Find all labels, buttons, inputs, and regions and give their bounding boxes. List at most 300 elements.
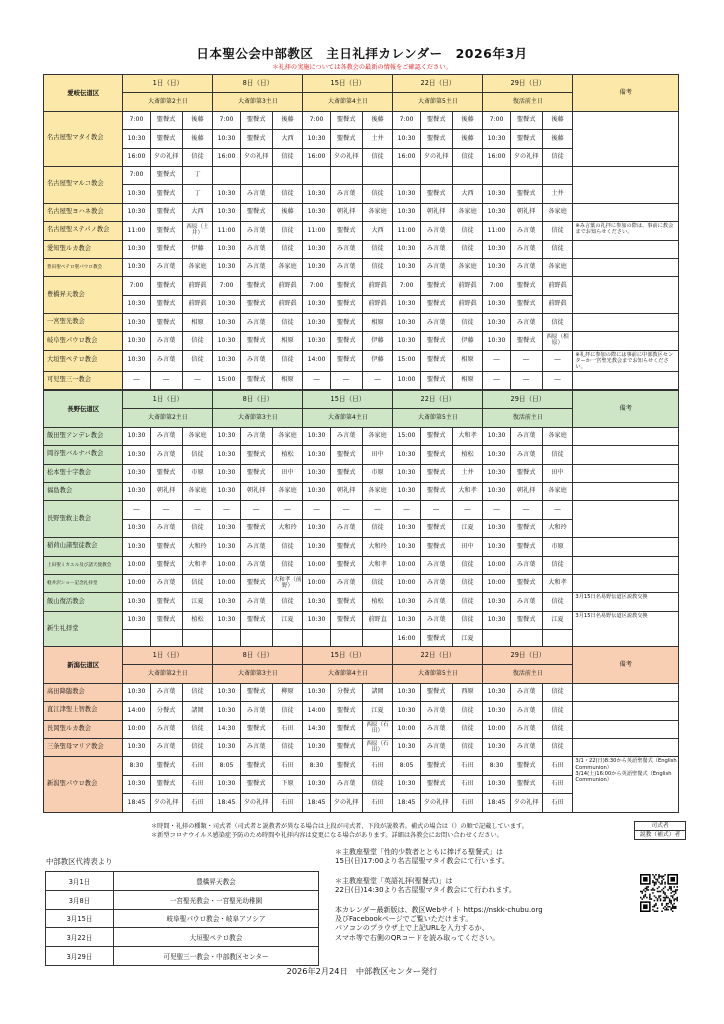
service-cell: ― bbox=[510, 501, 542, 519]
time-cell: 10:00 bbox=[213, 556, 240, 574]
time-cell: 10:30 bbox=[483, 446, 510, 464]
table-row bbox=[44, 464, 679, 482]
minister-cell: 各家庭 bbox=[542, 258, 573, 276]
service-cell: み言葉 bbox=[240, 427, 272, 445]
minister-cell: 相原 bbox=[272, 371, 303, 389]
sunday-name: 復活前主日 bbox=[483, 665, 573, 683]
time-cell: 10:00 bbox=[123, 574, 150, 592]
sunday-name: 大斎節第5主日 bbox=[393, 409, 483, 427]
minister-cell: 植松 bbox=[452, 446, 483, 464]
time-cell: 14:30 bbox=[213, 720, 240, 738]
service-cell: み言葉 bbox=[330, 258, 362, 276]
service-cell: 聖餐式 bbox=[150, 556, 182, 574]
prayer-list-table bbox=[45, 871, 319, 966]
time-cell: 10:30 bbox=[483, 130, 510, 148]
minister-cell: 信徒 bbox=[542, 738, 573, 756]
service-cell: み言葉 bbox=[420, 314, 452, 332]
minister-cell: 植松 bbox=[182, 611, 213, 629]
service-cell: 聖餐式 bbox=[150, 775, 182, 793]
service-cell: 聖餐式 bbox=[420, 277, 452, 295]
time-cell: 16:00 bbox=[393, 148, 420, 166]
minister-cell: 信徒 bbox=[362, 148, 393, 166]
minister-cell: 石田 bbox=[452, 794, 483, 812]
time-cell: 10:30 bbox=[393, 683, 420, 701]
time-cell: 10:30 bbox=[483, 185, 510, 203]
date-header: 8日（日） bbox=[213, 647, 303, 665]
table-row bbox=[44, 738, 679, 756]
time-cell: 11:00 bbox=[393, 222, 420, 240]
time-cell: 10:30 bbox=[213, 130, 240, 148]
time-cell bbox=[483, 166, 510, 184]
service-cell: み言葉 bbox=[240, 314, 272, 332]
service-cell: 夕の礼拝 bbox=[420, 148, 452, 166]
service-cell: み言葉 bbox=[330, 427, 362, 445]
service-cell: 聖餐式 bbox=[330, 556, 362, 574]
minister-cell: 各家庭 bbox=[542, 203, 573, 221]
time-cell: 10:30 bbox=[123, 482, 150, 500]
service-cell: 夕の礼拝 bbox=[330, 148, 362, 166]
time-cell: 10:00 bbox=[483, 720, 510, 738]
time-cell: 10:30 bbox=[123, 538, 150, 556]
time-cell: 10:30 bbox=[213, 314, 240, 332]
time-cell: 10:00 bbox=[303, 574, 330, 592]
minister-cell: 信徒 bbox=[542, 314, 573, 332]
service-cell: み言葉 bbox=[150, 574, 182, 592]
service-cell: 聖餐式 bbox=[150, 185, 182, 203]
sunday-name: 大斎節第4主日 bbox=[303, 93, 393, 111]
time-cell: 10:30 bbox=[213, 464, 240, 482]
minister-cell: 丁 bbox=[182, 185, 213, 203]
time-cell: 10:30 bbox=[123, 446, 150, 464]
service-cell: 聖餐式 bbox=[150, 111, 182, 129]
service-cell: 聖餐式 bbox=[330, 738, 362, 756]
minister-cell: 信徒 bbox=[182, 332, 213, 350]
service-cell: 聖餐式 bbox=[240, 757, 272, 775]
time-cell: 10:30 bbox=[483, 611, 510, 629]
minister-cell bbox=[452, 166, 483, 184]
service-cell: 聖餐式 bbox=[510, 111, 542, 129]
sunday-name: 大斎節第4主日 bbox=[303, 665, 393, 683]
church-name: 福島教会 bbox=[44, 482, 123, 500]
minister-cell: 石田 bbox=[272, 794, 303, 812]
notes-cell bbox=[573, 683, 679, 701]
minister-cell: 石田 bbox=[452, 775, 483, 793]
region-name: 新潟伝道区 bbox=[44, 647, 123, 684]
time-cell: 10:30 bbox=[213, 240, 240, 258]
legend-box bbox=[634, 821, 686, 840]
time-cell: 7:00 bbox=[303, 277, 330, 295]
minister-cell: 各家庭 bbox=[272, 258, 303, 276]
time-cell: 10:30 bbox=[393, 702, 420, 720]
time-cell: 10:30 bbox=[393, 332, 420, 350]
service-cell: ― bbox=[510, 371, 542, 389]
prayer-church: 大垣聖ペテロ教会 bbox=[114, 928, 319, 947]
minister-cell: 信徒 bbox=[362, 185, 393, 203]
service-cell: 聖餐式 bbox=[420, 350, 452, 371]
service-cell: 朝礼拝 bbox=[240, 482, 272, 500]
service-cell: 聖餐式 bbox=[240, 611, 272, 629]
service-cell: 夕の礼拝 bbox=[330, 794, 362, 812]
service-cell: 聖餐式 bbox=[510, 277, 542, 295]
minister-cell: 後藤 bbox=[272, 111, 303, 129]
minister-cell: 伊藤 bbox=[362, 350, 393, 371]
minister-cell: 後藤 bbox=[272, 203, 303, 221]
service-cell: 聖餐式 bbox=[150, 130, 182, 148]
time-cell: 10:30 bbox=[483, 738, 510, 756]
time-cell: 10:30 bbox=[123, 258, 150, 276]
notes-cell bbox=[573, 427, 679, 445]
service-cell: 聖餐式 bbox=[330, 611, 362, 629]
service-cell: 聖餐式 bbox=[150, 240, 182, 258]
sunday-name: 復活前主日 bbox=[483, 93, 573, 111]
church-name: 直江津聖上智教会 bbox=[44, 702, 123, 720]
time-cell: 10:30 bbox=[213, 295, 240, 313]
time-cell: 10:30 bbox=[213, 738, 240, 756]
time-cell: 15:00 bbox=[393, 427, 420, 445]
time-cell: 8:30 bbox=[123, 757, 150, 775]
service-cell: 夕の礼拝 bbox=[240, 794, 272, 812]
table-row bbox=[44, 611, 679, 629]
qr-code-icon[interactable] bbox=[640, 874, 678, 912]
minister-cell: 信徒 bbox=[542, 556, 573, 574]
time-cell: 10:30 bbox=[303, 738, 330, 756]
info-paragraph: 本カレンダー最新版は、教区Webサイト https://nskk-chubu.org 及びFacebookページでご覧いただけます。 パソコンのブラウザ上で上記URLを入力するか、 スマホ等で右側のQRコードを読み取ってください。 bbox=[335, 905, 543, 942]
time-cell: 10:30 bbox=[213, 683, 240, 701]
minister-cell: 西原（土井） bbox=[182, 222, 213, 240]
minister-cell: 信徒 bbox=[452, 148, 483, 166]
minister-cell: 前野眞 bbox=[452, 295, 483, 313]
time-cell: 10:00 bbox=[393, 371, 420, 389]
table-row bbox=[44, 111, 679, 129]
service-cell: み言葉 bbox=[150, 683, 182, 701]
time-cell: 10:30 bbox=[123, 519, 150, 537]
service-cell: み言葉 bbox=[510, 240, 542, 258]
service-cell: み言葉 bbox=[150, 738, 182, 756]
minister-cell: ― bbox=[542, 371, 573, 389]
service-cell: み言葉 bbox=[150, 519, 182, 537]
time-cell: 10:30 bbox=[483, 314, 510, 332]
region-name: 長野伝道区 bbox=[44, 391, 123, 428]
notes-header: 備考 bbox=[573, 647, 679, 684]
church-name: 岐阜聖パウロ教会 bbox=[44, 332, 123, 350]
minister-cell: 石田 bbox=[362, 794, 393, 812]
service-cell: み言葉 bbox=[330, 240, 362, 258]
table-row bbox=[44, 314, 679, 332]
schedule-table bbox=[43, 74, 679, 390]
minister-cell: 植松 bbox=[272, 446, 303, 464]
service-cell: み言葉 bbox=[150, 350, 182, 371]
service-cell: 聖餐式 bbox=[510, 519, 542, 537]
service-cell: 朝礼拝 bbox=[330, 482, 362, 500]
service-cell: 朝礼拝 bbox=[510, 203, 542, 221]
service-cell: 聖餐式 bbox=[420, 519, 452, 537]
notes-cell bbox=[573, 556, 679, 574]
minister-cell: 信徒 bbox=[272, 556, 303, 574]
notes-cell bbox=[573, 203, 679, 221]
time-cell: 7:00 bbox=[123, 277, 150, 295]
minister-cell: 信徒 bbox=[362, 775, 393, 793]
minister-cell: 江夏 bbox=[272, 611, 303, 629]
minister-cell: 大西 bbox=[182, 203, 213, 221]
time-cell: 10:30 bbox=[213, 427, 240, 445]
church-name: 三条聖母マリア教会 bbox=[44, 738, 123, 756]
minister-cell: 信徒 bbox=[272, 314, 303, 332]
time-cell: 10:30 bbox=[483, 464, 510, 482]
notes-cell bbox=[573, 314, 679, 332]
minister-cell: 後藤 bbox=[452, 111, 483, 129]
table-row bbox=[44, 427, 679, 445]
service-cell: 聖餐式 bbox=[510, 464, 542, 482]
service-cell: 聖餐式 bbox=[150, 314, 182, 332]
time-cell: 18:45 bbox=[483, 794, 510, 812]
minister-cell: 各家庭 bbox=[272, 427, 303, 445]
minister-cell: 信徒 bbox=[182, 738, 213, 756]
service-cell: 聖餐式 bbox=[420, 371, 452, 389]
service-cell: 聖餐式 bbox=[240, 775, 272, 793]
time-cell: 10:30 bbox=[303, 314, 330, 332]
minister-cell: 信徒 bbox=[272, 240, 303, 258]
notes-cell bbox=[573, 258, 679, 276]
church-name: 愛知聖ルカ教会 bbox=[44, 240, 123, 258]
minister-cell bbox=[362, 166, 393, 184]
service-cell: 聖餐式 bbox=[420, 130, 452, 148]
minister-cell: 前野眞 bbox=[182, 277, 213, 295]
time-cell: 10:30 bbox=[303, 130, 330, 148]
service-cell: ― bbox=[510, 350, 542, 371]
service-cell: 聖餐式 bbox=[330, 757, 362, 775]
minister-cell: 大西 bbox=[362, 222, 393, 240]
time-cell: 10:30 bbox=[213, 332, 240, 350]
church-name: 豊橋昇天教会 bbox=[44, 277, 123, 314]
time-cell: 10:30 bbox=[213, 538, 240, 556]
service-cell: み言葉 bbox=[420, 720, 452, 738]
time-cell: 7:00 bbox=[393, 277, 420, 295]
service-cell: 夕の礼拝 bbox=[240, 148, 272, 166]
service-cell: み言葉 bbox=[150, 332, 182, 350]
time-cell: 10:30 bbox=[393, 240, 420, 258]
minister-cell: 江夏 bbox=[182, 593, 213, 611]
time-cell: 10:30 bbox=[483, 593, 510, 611]
service-cell: 聖餐式 bbox=[420, 111, 452, 129]
service-cell: み言葉 bbox=[240, 258, 272, 276]
time-cell: 10:30 bbox=[393, 258, 420, 276]
table-row bbox=[44, 166, 679, 184]
time-cell: 10:00 bbox=[123, 556, 150, 574]
time-cell: 16:00 bbox=[123, 148, 150, 166]
minister-cell: 後藤 bbox=[452, 130, 483, 148]
table-row bbox=[44, 482, 679, 500]
sunday-name: 大斎節第2主日 bbox=[123, 93, 213, 111]
minister-cell: 各家庭 bbox=[272, 482, 303, 500]
time-cell: 10:30 bbox=[213, 775, 240, 793]
date-header: 29日（日） bbox=[483, 391, 573, 409]
time-cell: 10:30 bbox=[123, 295, 150, 313]
church-name: 名古屋聖ステパノ教会 bbox=[44, 222, 123, 240]
church-name: 新生礼拝堂 bbox=[44, 611, 123, 648]
date-header: 15日（日） bbox=[303, 75, 393, 93]
service-cell: 聖餐式 bbox=[420, 185, 452, 203]
minister-cell: 大和孝 bbox=[362, 556, 393, 574]
minister-cell: 信徒 bbox=[452, 556, 483, 574]
service-cell: 聖餐式 bbox=[240, 574, 272, 592]
minister-cell: ― bbox=[362, 371, 393, 389]
service-cell: 聖餐式 bbox=[240, 332, 272, 350]
time-cell: 14:30 bbox=[303, 720, 330, 738]
time-cell: 10:30 bbox=[123, 185, 150, 203]
service-cell: 聖餐式 bbox=[510, 574, 542, 592]
service-cell: み言葉 bbox=[420, 556, 452, 574]
service-cell: 聖餐式 bbox=[150, 593, 182, 611]
time-cell: 10:30 bbox=[303, 464, 330, 482]
minister-cell: 石田 bbox=[182, 775, 213, 793]
service-cell: 聖餐式 bbox=[330, 593, 362, 611]
table-row bbox=[44, 757, 679, 775]
minister-cell: 後藤 bbox=[542, 111, 573, 129]
minister-cell: 石田 bbox=[362, 757, 393, 775]
minister-cell: 土井 bbox=[542, 185, 573, 203]
minister-cell: 諸岡 bbox=[182, 702, 213, 720]
table-row bbox=[44, 222, 679, 240]
time-cell: ― bbox=[483, 371, 510, 389]
time-cell: 10:30 bbox=[303, 427, 330, 445]
minister-cell: 市原 bbox=[542, 538, 573, 556]
time-cell: 7:00 bbox=[123, 111, 150, 129]
service-cell: 聖餐式 bbox=[150, 538, 182, 556]
prayer-row bbox=[46, 909, 319, 928]
time-cell: 10:00 bbox=[123, 720, 150, 738]
time-cell: 11:00 bbox=[123, 222, 150, 240]
service-cell: み言葉 bbox=[330, 185, 362, 203]
time-cell: 18:45 bbox=[303, 794, 330, 812]
table-row bbox=[44, 446, 679, 464]
info-block bbox=[335, 848, 543, 953]
service-cell: 聖餐式 bbox=[420, 464, 452, 482]
time-cell: 10:30 bbox=[393, 738, 420, 756]
minister-cell: 前野眞 bbox=[542, 295, 573, 313]
time-cell: 10:30 bbox=[483, 683, 510, 701]
minister-cell: 信徒 bbox=[182, 350, 213, 371]
time-cell: 10:30 bbox=[393, 593, 420, 611]
time-cell: 10:00 bbox=[393, 556, 420, 574]
service-cell: 聖餐式 bbox=[420, 538, 452, 556]
time-cell: 10:30 bbox=[123, 611, 150, 629]
service-cell: 聖餐式 bbox=[330, 720, 362, 738]
service-cell: 分餐式 bbox=[330, 683, 362, 701]
service-cell: み言葉 bbox=[420, 222, 452, 240]
service-cell: 聖餐式 bbox=[240, 720, 272, 738]
time-cell: 8:05 bbox=[393, 757, 420, 775]
service-cell: み言葉 bbox=[420, 738, 452, 756]
time-cell: 14:00 bbox=[303, 350, 330, 371]
time-cell: 10:30 bbox=[303, 332, 330, 350]
time-cell: 10:30 bbox=[483, 203, 510, 221]
service-cell: み言葉 bbox=[240, 222, 272, 240]
service-cell: み言葉 bbox=[510, 556, 542, 574]
sunday-name: 復活前主日 bbox=[483, 409, 573, 427]
minister-cell: 各家庭 bbox=[182, 258, 213, 276]
service-cell: み言葉 bbox=[510, 446, 542, 464]
minister-cell: 各家庭 bbox=[182, 427, 213, 445]
time-cell: 10:30 bbox=[483, 519, 510, 537]
minister-cell bbox=[272, 166, 303, 184]
minister-cell: 信徒 bbox=[272, 538, 303, 556]
time-cell: 16:00 bbox=[213, 148, 240, 166]
service-cell: 聖餐式 bbox=[240, 277, 272, 295]
time-cell: 10:00 bbox=[483, 574, 510, 592]
minister-cell: 石田 bbox=[182, 757, 213, 775]
notes-cell bbox=[573, 738, 679, 756]
time-cell bbox=[303, 166, 330, 184]
minister-cell: 西原（石田） bbox=[362, 738, 393, 756]
service-cell: 聖餐式 bbox=[240, 446, 272, 464]
minister-cell: ― bbox=[542, 501, 573, 519]
service-cell: 聖餐式 bbox=[240, 295, 272, 313]
legend-preacher: 説教（補式）者 bbox=[634, 831, 686, 841]
time-cell: 10:30 bbox=[483, 332, 510, 350]
time-cell: ― bbox=[123, 371, 150, 389]
service-cell: 聖餐式 bbox=[330, 538, 362, 556]
time-cell: 10:30 bbox=[303, 446, 330, 464]
time-cell: 14:00 bbox=[303, 702, 330, 720]
minister-cell: 大西 bbox=[452, 185, 483, 203]
service-cell: 聖餐式 bbox=[420, 630, 452, 648]
time-cell: 10:30 bbox=[123, 332, 150, 350]
table-row bbox=[44, 350, 679, 371]
time-cell: 10:30 bbox=[123, 683, 150, 701]
time-cell: 10:30 bbox=[303, 258, 330, 276]
minister-cell: 信徒 bbox=[272, 350, 303, 371]
service-cell: 聖餐式 bbox=[150, 277, 182, 295]
service-cell: 聖餐式 bbox=[330, 446, 362, 464]
minister-cell: 西原 bbox=[452, 683, 483, 701]
service-cell: 聖餐式 bbox=[240, 371, 272, 389]
prayer-row bbox=[46, 872, 319, 891]
service-cell: み言葉 bbox=[240, 556, 272, 574]
minister-cell: 信徒 bbox=[362, 574, 393, 592]
minister-cell: 田中 bbox=[542, 464, 573, 482]
minister-cell: 伊藤 bbox=[362, 332, 393, 350]
time-cell: 10:30 bbox=[303, 538, 330, 556]
notes-cell bbox=[573, 482, 679, 500]
minister-cell: 信徒 bbox=[272, 148, 303, 166]
minister-cell: 石田 bbox=[452, 757, 483, 775]
time-cell: 10:30 bbox=[393, 295, 420, 313]
time-cell: 10:30 bbox=[303, 593, 330, 611]
time-cell: 10:30 bbox=[393, 464, 420, 482]
notes-cell bbox=[573, 371, 679, 389]
minister-cell: 信徒 bbox=[182, 519, 213, 537]
minister-cell: 信徒 bbox=[272, 185, 303, 203]
minister-cell: ― bbox=[452, 501, 483, 519]
time-cell: 10:30 bbox=[213, 611, 240, 629]
prayer-row bbox=[46, 928, 319, 947]
service-cell: 聖餐式 bbox=[510, 757, 542, 775]
time-cell bbox=[393, 166, 420, 184]
minister-cell: 信徒 bbox=[452, 222, 483, 240]
time-cell: 10:30 bbox=[483, 427, 510, 445]
date-header: 22日（日） bbox=[393, 75, 483, 93]
service-cell: 聖餐式 bbox=[510, 130, 542, 148]
schedule-table bbox=[43, 646, 679, 813]
service-cell: 朝礼拝 bbox=[150, 482, 182, 500]
time-cell: 7:00 bbox=[393, 111, 420, 129]
minister-cell: 信徒 bbox=[452, 240, 483, 258]
time-cell: 10:30 bbox=[213, 593, 240, 611]
service-cell: み言葉 bbox=[420, 240, 452, 258]
info-paragraph: ＊主教座聖堂「英語礼拝(聖餐式)」は 22日(日)14:30より名古屋聖マタイ教会にて行われます。 bbox=[335, 876, 516, 895]
date-header: 22日（日） bbox=[393, 647, 483, 665]
notes-cell bbox=[573, 111, 679, 166]
